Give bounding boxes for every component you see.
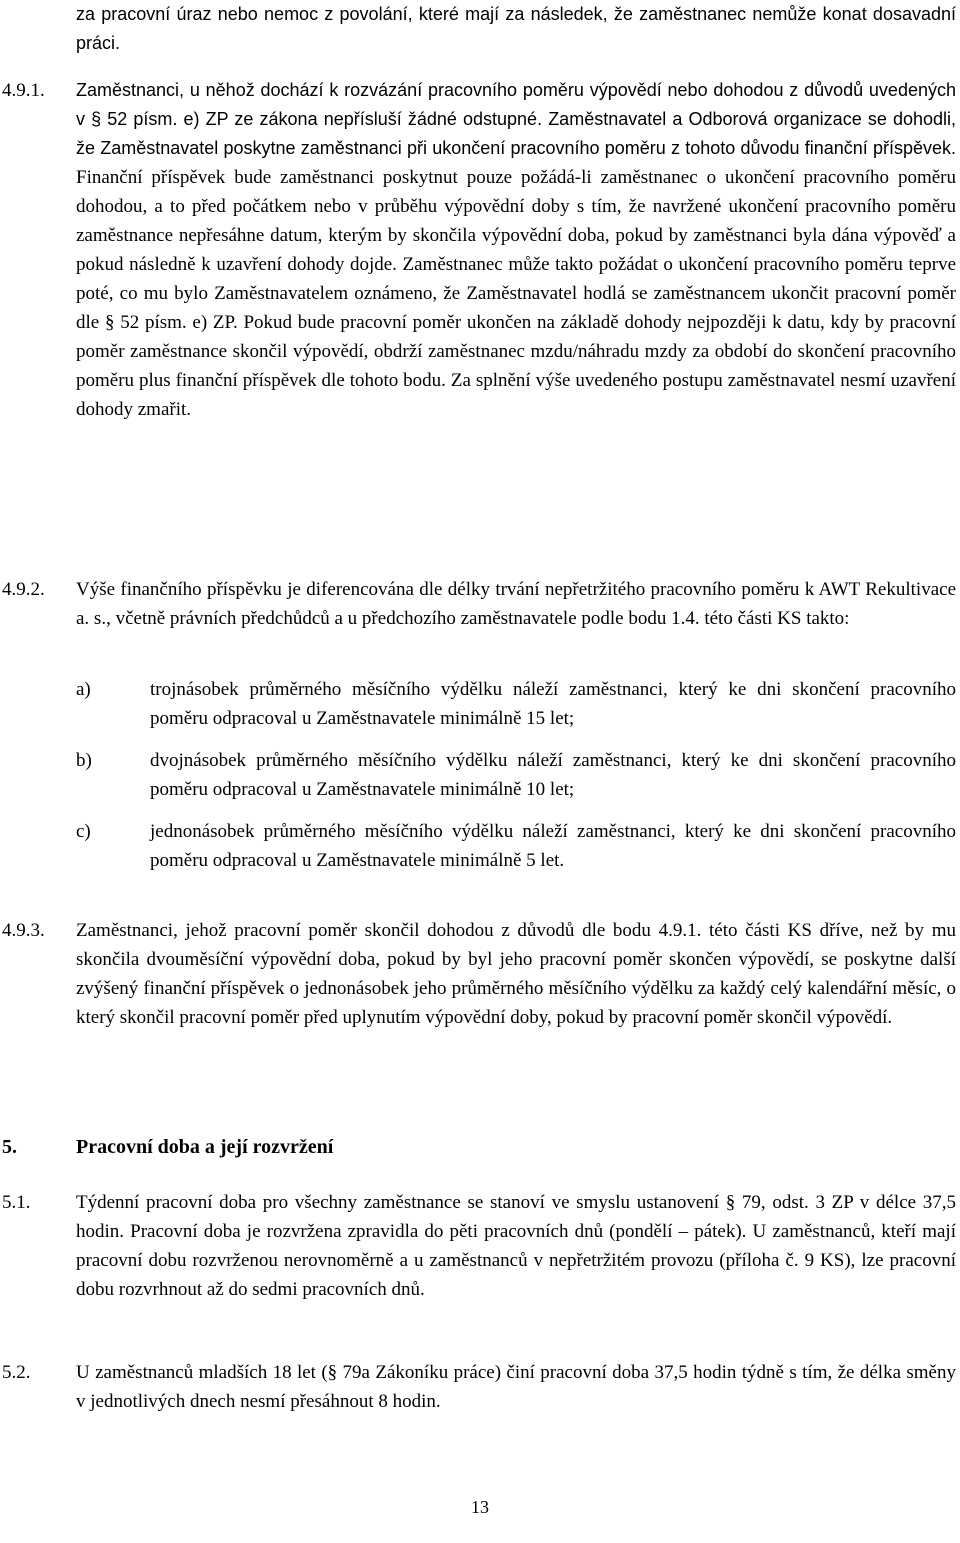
paragraph-text: Výše finančního příspěvku je diferencována dle délky trvání nepřetržitého pracovního poměru k AWT Rekultivace a. s., včetně právních předchůdců a u předchozího zaměstnavatele podle bodu 1.4. této části KS takto: xyxy=(76,579,956,629)
paragraph-text: Zaměstnanci, jehož pracovní poměr skončil dohodou z důvodů dle bodu 4.9.1. této části KS dříve, než by mu skončila dvouměsíční výpovědní doba, pokud by byl jeho pracovní poměr skončen výpovědí, se poskytne další zvýšený finanční příspěvek o jednonásobek jeho průměrného měsíčního výdělku za každý celý kalendářní měsíc, o který skončil pracovní poměr před uplynutím výpovědní doby, pokud by pracovní poměr skončil výpovědí. xyxy=(76,920,956,1028)
paragraph-sans-text: Zaměstnanci, u něhož dochází k rozvázání pracovního poměru výpovědí nebo dohodou z důvodů uvedených v § 52 písm. e) ZP ze zákona nepřísluší žádné odstupné. Zaměstnavatel a Odborová organizace se dohodli, že Zaměstnavatel poskytne zaměstnanci při ukončení pracovního poměru z tohoto důvodu finanční příspěvek. xyxy=(76,80,956,158)
paragraph-text: Týdenní pracovní doba pro všechny zaměstnance se stanoví ve smyslu ustanovení § 79, odst. 3 ZP v délce 37,5 hodin. Pracovní doba je rozvržena zpravidla do pěti pracovních dnů (pondělí – pátek). U zaměstnanců, kteří mají pracovní dobu rozvrženou nerovnoměrně a u zaměstnanců v nepřetržitém provozu (příloha č. 9 KS), lze pracovní dobu rozvrhnout až do sedmi pracovních dnů. xyxy=(76,1192,956,1300)
paragraph-text: za pracovní úraz nebo nemoc z povolání, které mají za následek, že zaměstnanec nemůže konat dosavadní práci. xyxy=(76,4,956,53)
list-item-label: c) xyxy=(76,821,91,842)
section-number: 5. xyxy=(2,1136,17,1158)
list-item-label: b) xyxy=(76,750,92,771)
paragraph-number: 5.1. xyxy=(2,1192,31,1213)
list-item-text: jednonásobek průměrného měsíčního výdělku náleží zaměstnanci, který ke dni skončení pracovního poměru odpracoval u Zaměstnavatele minimálně 5 let. xyxy=(150,821,956,871)
paragraph-number: 4.9.1. xyxy=(2,80,45,101)
paragraph-body xyxy=(76,76,956,424)
paragraph-number: 4.9.2. xyxy=(2,579,45,600)
paragraph-number: 4.9.3. xyxy=(2,920,45,941)
list-item-text: trojnásobek průměrného měsíčního výdělku náleží zaměstnanci, který ke dni skončení pracovního poměru odpracoval u Zaměstnavatele minimálně 15 let; xyxy=(150,679,956,729)
list-item-text: dvojnásobek průměrného měsíčního výdělku náleží zaměstnanci, který ke dni skončení pracovního poměru odpracoval u Zaměstnavatele minimálně 10 let; xyxy=(150,750,956,800)
paragraph-number: 5.2. xyxy=(2,1362,31,1383)
list-item-label: a) xyxy=(76,679,91,700)
paragraph-serif-text: Finanční příspěvek bude zaměstnanci poskytnut pouze požádá-li zaměstnanec o ukončení pracovního poměru dohodou, a to před počátkem nebo v průběhu výpovědní doby s tím, že navržené ukončení pracovního poměru zaměstnance nepřesáhne datum, kterým by skončila výpovědní doba, pokud by zaměstnanci byla dána výpověď a pokud následně k uzavření dohody dojde. Zaměstnanec může takto požádat o ukončení pracovního poměru teprve poté, co mu bylo Zaměstnavatelem oznámeno, že Zaměstnavatel hodlá se zaměstnancem ukončit pracovní poměr dle § 52 písm. e) ZP. Pokud bude pracovní poměr ukončen na základě dohody nejpozději k datu, kdy by pracovní poměr zaměstnance skončil výpovědí, obdrží zaměstnanec mzdu/náhradu mzdy za období do skončení pracovního poměru plus finanční příspěvek dle tohoto bodu. Za splnění výše uvedeného postupu zaměstnavatel nesmí uzavření dohody zmařit. xyxy=(76,167,956,420)
paragraph-text: U zaměstnanců mladších 18 let (§ 79a Zákoníku práce) činí pracovní doba 37,5 hodin týdně s tím, že délka směny v jednotlivých dnech nesmí přesáhnout 8 hodin. xyxy=(76,1362,956,1412)
section-title: Pracovní doba a její rozvržení xyxy=(76,1136,334,1158)
page-number: 13 xyxy=(471,1497,489,1517)
